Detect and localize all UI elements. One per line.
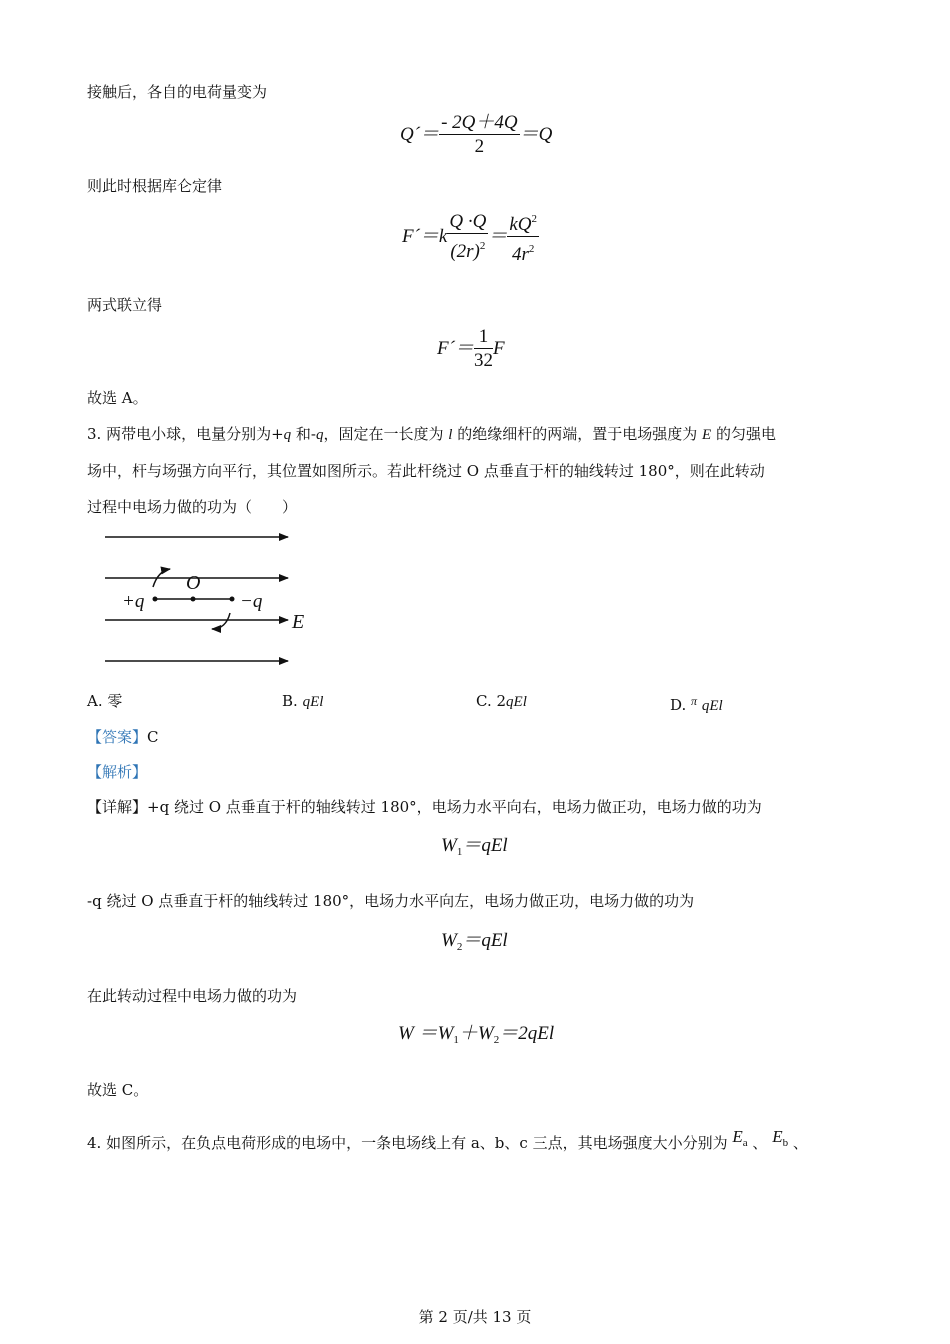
option-key: C. (476, 692, 492, 710)
charge-minus-dot (230, 597, 235, 602)
rotation-arrow-bottom (212, 613, 230, 629)
eq-sup: 2 (531, 213, 537, 225)
equation-w2 (441, 925, 508, 953)
eq-plus: ＋W (458, 1023, 494, 1044)
eq-fraction (447, 211, 488, 264)
detail-text: +q 绕过 O 点垂直于杆的轴线转过 180°，电场力水平向右，电场力做正功，电场力做的功为 (147, 798, 762, 816)
symbol-E-a: E (732, 1127, 743, 1146)
eq-fraction (507, 208, 539, 267)
eq-lhs: W ＝W (398, 1023, 454, 1044)
answer-line (87, 727, 159, 747)
eq-numerator: 1 (474, 326, 493, 349)
separator: 、 (792, 1134, 808, 1152)
detail-line-3: 在此转动过程中电场力做的功为 (87, 987, 298, 1005)
analysis-tag: 【解析】 (87, 763, 148, 781)
label-plus-q: +q (122, 591, 145, 612)
symbol-sub-b: b (782, 1137, 789, 1149)
eq-denominator: 4r (511, 244, 529, 265)
text-line: 接触后，各自的电荷量变为 (87, 83, 268, 101)
eq-lhs: F´＝ (437, 337, 474, 359)
symbol-sub-a: a (742, 1137, 748, 1149)
equation-result (437, 326, 505, 373)
text-span: 3. 两带电小球，电量分别为+ (87, 425, 284, 443)
question-3-line-2: 场中，杆与场强方向平行，其位置如图所示。若此杆绕过 O 点垂直于杆的轴线转过 180°，则在此转动 (87, 462, 765, 480)
answer-tag: 【答案】 (87, 728, 148, 746)
page-footer: 第 2 页/共 13 页 (418, 1308, 532, 1326)
eq-fraction (439, 112, 520, 159)
separator: 、 (752, 1134, 768, 1152)
field-figure (100, 525, 320, 675)
text-line: 故选 A。 (87, 389, 148, 407)
symbol-E-b: E (772, 1127, 783, 1146)
symbol: l (448, 427, 453, 443)
eq-symbol: W (441, 835, 457, 856)
text-line: 故选 C。 (87, 1081, 149, 1099)
label-O: O (186, 572, 201, 594)
symbol: E (702, 427, 712, 443)
text-span: 的绝缘细杆的两端，置于电场强度为 (452, 425, 702, 443)
text-span: 的匀强电 (711, 425, 776, 443)
eq-denominator: 32 (473, 350, 493, 371)
eq-sup: 2 (528, 243, 535, 255)
detail-line-1 (87, 797, 762, 817)
symbol: q (316, 427, 324, 443)
pi-symbol: π (691, 694, 698, 708)
option-key: B. (282, 692, 298, 710)
text-line: 则此时根据库仑定律 (87, 177, 223, 195)
text-span: ，固定在一长度为 (323, 425, 449, 443)
symbol: q (283, 427, 292, 443)
eq-rhs: ＝2qEl (499, 1023, 555, 1044)
charge-plus-dot (153, 597, 158, 602)
eq-sub: 1 (456, 846, 463, 858)
option-value: qEl (302, 694, 324, 710)
eq-numerator: - 2Q＋4Q (441, 112, 518, 133)
eq-sub: 2 (456, 941, 463, 953)
eq-fraction (474, 326, 493, 373)
option-d[interactable] (670, 691, 723, 716)
option-b[interactable] (282, 691, 323, 712)
pivot-dot (191, 597, 196, 602)
text-span: 和- (291, 425, 316, 443)
option-a[interactable] (87, 691, 122, 711)
eq-equals: ＝ (488, 225, 508, 247)
eq-lhs: F´＝k (402, 225, 448, 247)
eq-denominator: 2 (474, 136, 485, 157)
eq-lhs: Q´＝ (400, 123, 440, 145)
detail-tag: 【详解】 (87, 798, 148, 816)
text-line: 两式联立得 (87, 296, 163, 314)
text-span: 4. 如图所示，在负点电荷形成的电场中，一条电场线上有 a、b、c 三点，其电场强度大小分别为 (87, 1134, 728, 1152)
eq-sub: 2 (493, 1034, 500, 1046)
eq-symbol: W (441, 930, 457, 951)
equation-charge (400, 112, 552, 159)
eq-denominator: (2r) (450, 241, 480, 262)
eq-rhs: ＝Q (519, 123, 553, 145)
option-c[interactable]: C. 2qEl (476, 692, 527, 710)
question-3-line-3: 过程中电场力做的功为（ ） (87, 498, 298, 516)
option-value-text: qEl (506, 694, 527, 710)
option-key: D. (670, 696, 687, 714)
answer-value: C (147, 728, 159, 746)
equation-w1 (441, 830, 508, 858)
question-3-line-1 (87, 424, 776, 445)
eq-numerator: Q ·Q (449, 211, 487, 232)
label-E: E (292, 611, 305, 633)
eq-sup: 2 (479, 240, 486, 252)
eq-rhs: ＝qEl (462, 835, 508, 856)
eq-numerator: kQ (509, 214, 532, 235)
question-4-line (87, 1127, 808, 1153)
eq-rhs: F (492, 337, 505, 359)
option-value: qEl (701, 698, 723, 714)
option-key: A. (87, 692, 103, 710)
equation-w-total (398, 1018, 554, 1046)
eq-sub: 1 (453, 1034, 459, 1046)
eq-rhs: ＝qEl (462, 930, 508, 951)
equation-coulomb (402, 208, 539, 267)
label-minus-q: −q (240, 591, 263, 612)
option-value: 零 (107, 692, 123, 710)
detail-line-2: -q 绕过 O 点垂直于杆的轴线转过 180°，电场力水平向左，电场力做正功，电场力做的功为 (87, 892, 695, 910)
